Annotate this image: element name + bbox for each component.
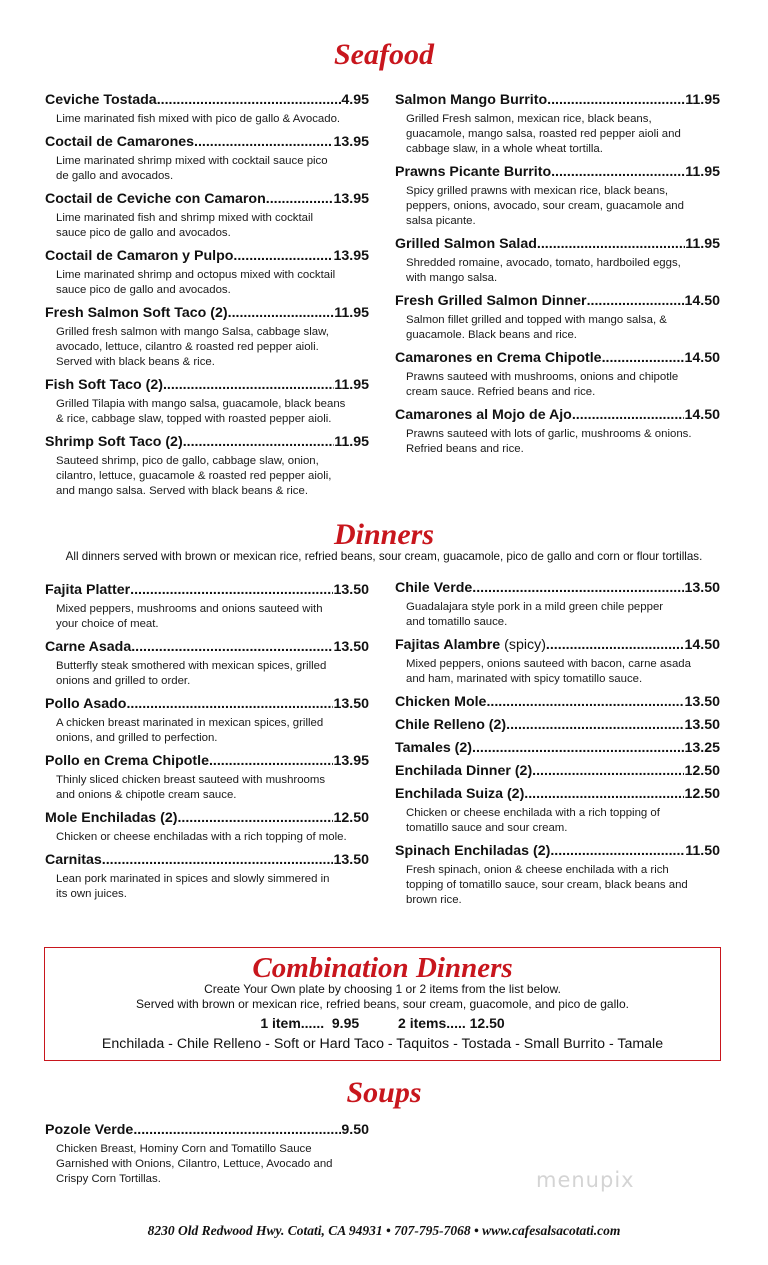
menu-item-name: Carnitas (45, 852, 102, 868)
menu-item-header (45, 191, 369, 208)
menu-item-header (45, 377, 369, 394)
combination-prices (45, 1014, 720, 1032)
description-line: its own juices. (56, 888, 127, 900)
menu-item-header (45, 696, 369, 713)
menu-item-price: 13.50 (333, 852, 369, 868)
menu-item-header (45, 248, 369, 265)
dot-leader (506, 717, 684, 734)
menu-item-price: 4.95 (341, 92, 369, 108)
seafood-left-column (45, 92, 369, 506)
menu-item-name: Tamales (2) (395, 740, 473, 756)
menu-item-header (395, 92, 720, 109)
description-line: sauce pico de gallo and avocados. (56, 284, 231, 296)
menu-item-description (45, 659, 369, 689)
menu-item-price: 13.50 (684, 694, 720, 710)
menu-item-description (45, 830, 369, 845)
dot-leader (233, 248, 333, 265)
menu-item (45, 753, 369, 803)
dot-leader (133, 1122, 341, 1139)
menu-item-price: 14.50 (684, 350, 720, 366)
menu-item-name: Fresh Salmon Soft Taco (2) (45, 305, 228, 321)
menu-item-name: Ceviche Tostada (45, 92, 157, 108)
description-line: salsa picante. (406, 215, 476, 227)
menu-item-name: Pozole Verde (45, 1122, 134, 1138)
menu-item-price: 13.95 (333, 134, 369, 150)
menu-item-description (45, 716, 369, 746)
description-line: avocado, lettuce, cilantro & roasted red pepper aioli. (56, 341, 319, 353)
description-line: Lime marinated shrimp and octopus mixed with cocktail (56, 269, 336, 281)
menu-item-header (395, 407, 720, 424)
menu-item-header (395, 350, 720, 367)
description-line: brown rice. (406, 894, 462, 906)
menu-item (395, 236, 720, 286)
menu-item (45, 852, 369, 902)
menu-item-price: 11.95 (685, 236, 720, 252)
dot-leader (472, 740, 684, 757)
description-line: Grilled fresh salmon with mango Salsa, cabbage slaw, (56, 326, 329, 338)
footer-address: 8230 Old Redwood Hwy. Cotati, CA 94931 • 707-795-7068 • www.cafesalsacotati.com (147, 1223, 621, 1238)
menu-item-name: Fajita Platter (45, 582, 131, 598)
description-line: and ham, marinated with spicy tomatillo sauce. (406, 673, 643, 685)
menu-item-description (395, 863, 720, 908)
menu-item (45, 1122, 369, 1187)
menu-item-name: Enchilada Dinner (2) (395, 763, 533, 779)
combination-price-two-items: 2 items..... 12.50 (398, 1015, 505, 1031)
dot-leader (131, 639, 333, 656)
menu-item-header (45, 753, 369, 770)
description-line: & rice, cabbage slaw, topped with roasted pepper aioli. (56, 413, 332, 425)
menu-item (395, 350, 720, 400)
menu-item-header (45, 852, 369, 869)
dot-leader (209, 753, 334, 770)
menu-item-price: 13.95 (333, 753, 369, 769)
seafood-title: Seafood (334, 38, 434, 71)
menu-item-header (395, 580, 720, 597)
menu-item (395, 637, 720, 687)
dot-leader (163, 377, 334, 394)
description-line: cabbage slaw, in a whole wheat tortilla. (406, 143, 603, 155)
description-line: Refried beans and rice. (406, 443, 524, 455)
menu-item-note: (spicy) (504, 637, 546, 653)
combination-dinners-box (44, 947, 721, 1061)
menu-item-description (45, 112, 369, 127)
menu-item-description (45, 268, 369, 298)
menu-item-price: 14.50 (684, 637, 720, 653)
menu-item-description (395, 112, 720, 157)
menu-item-description (45, 397, 369, 427)
dot-leader (547, 92, 685, 109)
menu-item-name: Pollo en Crema Chipotle (45, 753, 209, 769)
menu-item-description (395, 806, 720, 836)
dot-leader (486, 694, 684, 711)
description-line: Prawns sauteed with mushrooms, onions and chipotle (406, 371, 679, 383)
description-line: Chicken or cheese enchiladas with a rich topping of mole. (56, 831, 347, 843)
menu-item (395, 843, 720, 908)
menu-item-description (45, 1142, 369, 1187)
menu-item (45, 377, 369, 427)
menupix-watermark: menupix (536, 1168, 635, 1192)
menu-item-name: Camarones al Mojo de Ajo (395, 407, 572, 423)
description-line: topping of tomatillo sauce, sour cream, black beans and (406, 879, 688, 891)
menu-item-name: Fresh Grilled Salmon Dinner (395, 293, 587, 309)
dot-leader (546, 637, 685, 654)
menu-item-header (395, 637, 720, 654)
menu-item-price: 9.50 (341, 1122, 369, 1138)
soups-title: Soups (346, 1076, 422, 1109)
dot-leader (572, 407, 685, 424)
dot-leader (532, 763, 684, 780)
menu-item-price: 13.50 (684, 580, 720, 596)
description-line: Mixed peppers, mushrooms and onions sauteed with (56, 603, 323, 615)
description-line: Prawns sauteed with lots of garlic, mushrooms & onions. (406, 428, 692, 440)
menu-item-price: 13.50 (333, 639, 369, 655)
description-line: Spicy grilled prawns with mexican rice, black beans, (406, 185, 669, 197)
dinners-subtitle: All dinners served with brown or mexican rice, refried beans, sour cream, guacamole, pico de gallo and corn or flour tortillas. (65, 550, 703, 563)
description-line: Chicken or cheese enchilada with a rich topping of (406, 807, 660, 819)
menu-item-description (395, 256, 720, 286)
menu-item-description (395, 313, 720, 343)
menu-item-price: 13.25 (684, 740, 720, 756)
menu-item (395, 763, 720, 780)
combination-options: Enchilada - Chile Relleno - Soft or Hard Taco - Taquitos - Tostada - Small Burrito - Tamale (101, 1036, 664, 1052)
description-line: your choice of meat. (56, 618, 159, 630)
menu-item-name: Fajitas Alambre (395, 637, 501, 653)
dot-leader (266, 191, 334, 208)
menu-item-header (395, 717, 720, 734)
menu-item-name: Carne Asada (45, 639, 132, 655)
dot-leader (102, 852, 334, 869)
description-line: Guadalajara style pork in a mild green chile pepper (406, 601, 664, 613)
menu-item-price: 14.50 (684, 293, 720, 309)
menu-item-price: 12.50 (684, 763, 720, 779)
menu-item (45, 191, 369, 241)
menu-item (45, 696, 369, 746)
menu-item-header (45, 810, 369, 827)
menu-item (395, 694, 720, 711)
menu-item-header (395, 763, 720, 780)
description-line: Mixed peppers, onions sauteed with bacon, carne asada (406, 658, 691, 670)
description-line: and onions & chipotle cream sauce. (56, 789, 237, 801)
menu-item-header (395, 740, 720, 757)
description-line: onions, and grilled to perfection. (56, 732, 218, 744)
menu-item (45, 92, 369, 127)
description-line: Lime marinated shrimp mixed with cocktail sauce pico (56, 155, 328, 167)
dinners-title: Dinners (333, 518, 435, 551)
menu-item-description (45, 602, 369, 632)
combination-title: Combination Dinners (252, 952, 513, 984)
description-line: Shredded romaine, avocado, tomato, hardboiled eggs, (406, 257, 681, 269)
description-line: cilantro, lettuce, guacamole & roasted red pepper aioli, (56, 470, 332, 482)
menu-item-description (45, 773, 369, 803)
menu-item-name: Grilled Salmon Salad (395, 236, 537, 252)
menu-item-header (395, 786, 720, 803)
menu-item-description (395, 370, 720, 400)
description-line: tomatillo sauce and sour cream. (406, 822, 568, 834)
menu-item-header (45, 639, 369, 656)
description-line: Lean pork marinated in spices and slowly simmered in (56, 873, 330, 885)
description-line: Garnished with Onions, Cilantro, Lettuce, Avocado and (56, 1158, 333, 1170)
seafood-right-column (395, 92, 720, 464)
description-line: peppers, onions, avocado, sour cream, guacamole and (406, 200, 684, 212)
description-line: Chicken Breast, Hominy Corn and Tomatillo Sauce (56, 1143, 312, 1155)
menu-item-price: 13.95 (333, 191, 369, 207)
menu-item (395, 293, 720, 343)
menu-item (45, 305, 369, 370)
soups-column (45, 1122, 369, 1194)
menu-item (45, 639, 369, 689)
menu-item (45, 582, 369, 632)
menu-item-price: 11.95 (685, 92, 720, 108)
description-line: Lime marinated fish and shrimp mixed with cocktail (56, 212, 314, 224)
description-line: Salmon fillet grilled and topped with mango salsa, & (406, 314, 667, 326)
menu-item-name: Salmon Mango Burrito (395, 92, 548, 108)
description-line: de gallo and avocados. (56, 170, 174, 182)
description-line: cream sauce. Refried beans and rice. (406, 386, 596, 398)
menu-item-name: Chile Relleno (2) (395, 717, 507, 733)
menu-item-name: Coctail de Camarones (45, 134, 195, 150)
menu-item-price: 13.50 (333, 582, 369, 598)
menu-item (45, 248, 369, 298)
description-line: and tomatillo sauce. (406, 616, 508, 628)
dot-leader (157, 92, 342, 109)
description-line: Sauteed shrimp, pico de gallo, cabbage slaw, onion, (56, 455, 319, 467)
description-line: onions and grilled to order. (56, 675, 191, 687)
menu-item-name: Enchilada Suiza (2) (395, 786, 525, 802)
menu-item-price: 11.95 (334, 305, 369, 321)
menu-item-header (45, 582, 369, 599)
menu-item (395, 717, 720, 734)
description-line: Grilled Fresh salmon, mexican rice, black beans, (406, 113, 652, 125)
menu-item-header (45, 305, 369, 322)
description-line: A chicken breast marinated in mexican spices, grilled (56, 717, 324, 729)
menu-item (395, 740, 720, 757)
menu-item-description (45, 872, 369, 902)
menu-item-header (395, 236, 720, 253)
menu-item-price: 13.50 (684, 717, 720, 733)
menu-item-price: 11.95 (334, 377, 369, 393)
menu-item-description (45, 211, 369, 241)
description-line: Crispy Corn Tortillas. (56, 1173, 161, 1185)
menu-item-description (395, 427, 720, 457)
description-line: Fresh spinach, onion & cheese enchilada with a rich (406, 864, 669, 876)
menu-item-name: Mole Enchiladas (2) (45, 810, 178, 826)
description-line: with mango salsa. (406, 272, 498, 284)
menu-item-header (45, 1122, 369, 1139)
menu-item-price: 14.50 (684, 407, 720, 423)
menu-item-name: Chicken Mole (395, 694, 487, 710)
dinners-left-column (45, 582, 369, 909)
menu-item-header (395, 164, 720, 181)
dot-leader (537, 236, 685, 253)
menu-item-price: 12.50 (684, 786, 720, 802)
menu-item-header (395, 293, 720, 310)
menu-item (395, 164, 720, 229)
dot-leader (183, 434, 335, 451)
menu-item-price: 11.50 (685, 843, 720, 859)
description-line: guacamole, mango salsa, roasted red pepper aioli and (406, 128, 681, 140)
menu-item-name: Pollo Asado (45, 696, 127, 712)
menu-item-name: Chile Verde (395, 580, 473, 596)
menu-item (395, 786, 720, 836)
combination-line2: Served with brown or mexican rice, refried beans, sour cream, guacomole, and pico de gallo. (136, 997, 629, 1011)
menu-item (45, 434, 369, 499)
menu-item (395, 407, 720, 457)
menu-item-name: Shrimp Soft Taco (2) (45, 434, 183, 450)
menu-item-name: Fish Soft Taco (2) (45, 377, 163, 393)
menu-item-header (395, 843, 720, 860)
dot-leader (177, 810, 333, 827)
description-line: Lime marinated fish mixed with pico de gallo & Avocado. (56, 113, 341, 125)
menu-item-price: 11.95 (334, 434, 369, 450)
menu-item-header (45, 134, 369, 151)
menu-item-description (45, 454, 369, 499)
dot-leader (130, 582, 333, 599)
dot-leader (194, 134, 333, 151)
dot-leader (524, 786, 684, 803)
description-line: Grilled Tilapia with mango salsa, guacamole, black beans (56, 398, 346, 410)
menu-item-name: Coctail de Ceviche con Camaron (45, 191, 266, 207)
description-line: Served with black beans & rice. (56, 356, 215, 368)
dinners-right-column (395, 580, 720, 915)
menu-item-description (45, 325, 369, 370)
dot-leader (228, 305, 335, 322)
description-line: and mango salsa. Served with black beans & rice. (56, 485, 308, 497)
menu-item-description (45, 154, 369, 184)
description-line: Butterfly steak smothered with mexican spices, grilled (56, 660, 327, 672)
dot-leader (472, 580, 684, 597)
dot-leader (602, 350, 685, 367)
description-line: sauce pico de gallo and avocados. (56, 227, 231, 239)
menu-item-name: Prawns Picante Burrito (395, 164, 552, 180)
menu-item-name: Coctail de Camaron y Pulpo (45, 248, 234, 264)
menu-item-price: 13.50 (333, 696, 369, 712)
dot-leader (551, 164, 685, 181)
menu-item-description (395, 657, 720, 687)
menu-item (45, 134, 369, 184)
menu-item-price: 13.95 (333, 248, 369, 264)
combination-price-one-item: 1 item...... 9.95 (260, 1015, 360, 1031)
menu-item-name: Camarones en Crema Chipotle (395, 350, 602, 366)
menu-item-header (45, 434, 369, 451)
dot-leader (587, 293, 685, 310)
menu-item (395, 580, 720, 630)
menu-item-description (395, 600, 720, 630)
combination-line1: Create Your Own plate by choosing 1 or 2 items from the list below. (204, 982, 561, 996)
dot-leader (126, 696, 333, 713)
menu-item (45, 810, 369, 845)
menu-item-header (395, 694, 720, 711)
menu-item-header (45, 92, 369, 109)
menu-item-price: 11.95 (685, 164, 720, 180)
description-line: Thinly sliced chicken breast sauteed with mushrooms (56, 774, 326, 786)
menu-item-description (395, 184, 720, 229)
menu-item-price: 12.50 (333, 810, 369, 826)
menu-item-name: Spinach Enchiladas (2) (395, 843, 551, 859)
menu-item (395, 92, 720, 157)
dot-leader (550, 843, 685, 860)
description-line: guacamole. Black beans and rice. (406, 329, 577, 341)
